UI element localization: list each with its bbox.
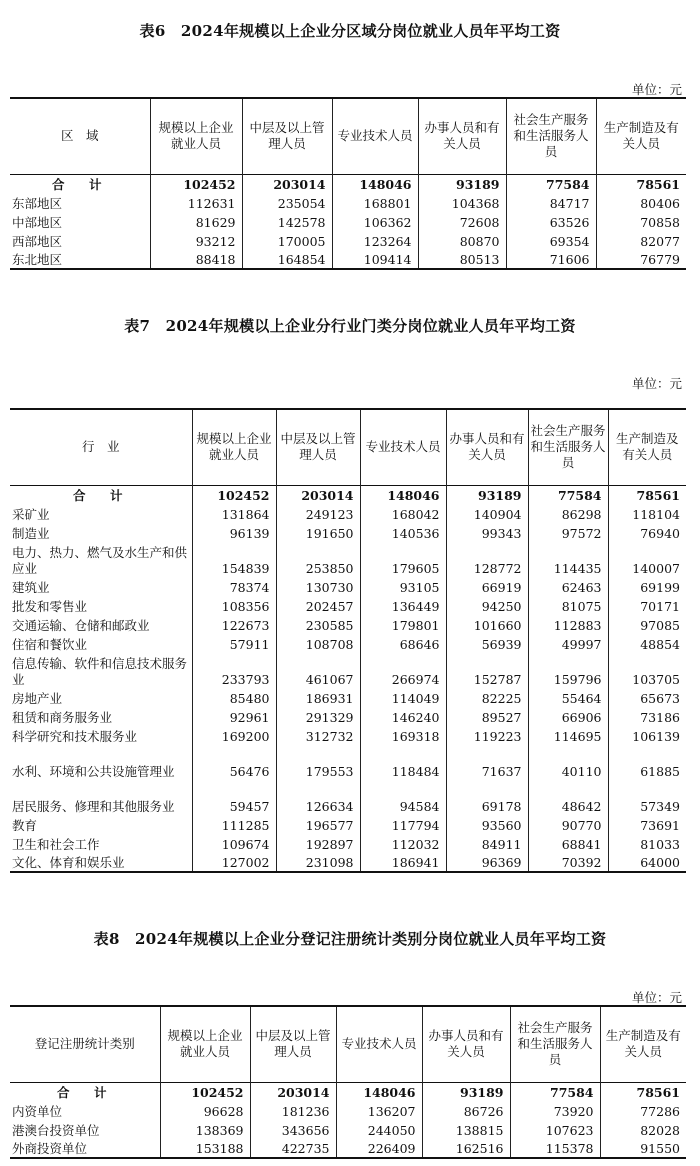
table-cell: 71606 xyxy=(506,250,596,269)
table7-header-4: 办事人员和有关人员 xyxy=(446,409,528,485)
table-cell: 138815 xyxy=(422,1120,510,1139)
row-label: 房地产业 xyxy=(10,688,192,707)
table-cell: 168801 xyxy=(332,193,418,212)
table-cell: 140904 xyxy=(446,504,528,523)
table-cell: 49997 xyxy=(528,634,608,653)
table-cell: 73691 xyxy=(640,818,680,833)
table-cell: 96139 xyxy=(192,523,276,542)
table-cell: 186931 xyxy=(276,688,360,707)
table-cell: 82225 xyxy=(446,688,528,707)
table-cell: 109674 xyxy=(192,834,276,853)
table8-header-2: 中层及以上管理人员 xyxy=(250,1006,336,1082)
table-cell: 93189 xyxy=(418,174,506,193)
table-cell: 70392 xyxy=(528,853,608,872)
table6-header-6: 生产制造及有关人员 xyxy=(603,120,679,152)
table-cell: 461067 xyxy=(276,653,360,688)
table-row xyxy=(10,1101,686,1120)
table-cell: 103705 xyxy=(632,672,680,687)
table-cell: 108356 xyxy=(192,596,276,615)
row-label: 教育 xyxy=(10,815,192,834)
table-cell: 107623 xyxy=(510,1120,600,1139)
table-cell: 118104 xyxy=(632,507,680,522)
table6-header-4: 办事人员和有关人员 xyxy=(418,98,506,174)
table-cell: 169318 xyxy=(360,726,446,745)
table-cell: 62463 xyxy=(528,577,608,596)
table-cell: 55464 xyxy=(528,688,608,707)
table8-title: 表8 2024年规模以上企业分登记注册统计类别分岗位就业人员年平均工资 xyxy=(93,930,607,948)
table-cell: 94584 xyxy=(360,780,446,815)
table-cell: 66906 xyxy=(528,707,608,726)
table-cell: 93189 xyxy=(446,485,528,504)
table-row xyxy=(10,250,686,269)
table6-header-1: 规模以上企业就业人员 xyxy=(150,98,242,174)
table-cell: 130730 xyxy=(276,577,360,596)
table-cell: 312732 xyxy=(276,726,360,745)
table-row xyxy=(10,577,686,596)
table7-header-3: 专业技术人员 xyxy=(360,409,446,485)
table-cell: 77584 xyxy=(506,174,596,193)
table-cell: 191650 xyxy=(276,523,360,542)
table-cell: 96628 xyxy=(160,1101,250,1120)
table7-unit: 单位：元 xyxy=(631,376,682,391)
table-cell: 168042 xyxy=(360,504,446,523)
table-row xyxy=(10,504,686,523)
row-label: 东部地区 xyxy=(10,193,150,212)
table-cell: 90770 xyxy=(528,815,608,834)
table-cell: 78561 xyxy=(636,177,680,192)
table-cell: 106139 xyxy=(632,729,680,744)
table6 xyxy=(10,97,686,270)
table8-header-0: 登记注册统计类别 xyxy=(10,1006,160,1082)
table-cell: 114049 xyxy=(360,688,446,707)
table-cell: 148046 xyxy=(336,1082,422,1101)
table-cell: 111285 xyxy=(192,815,276,834)
table-cell: 230585 xyxy=(276,615,360,634)
table-cell: 119223 xyxy=(446,726,528,745)
table-cell: 231098 xyxy=(276,853,360,872)
table-cell: 64000 xyxy=(640,855,680,870)
table-cell: 127002 xyxy=(192,853,276,872)
row-label: 文化、体育和娱乐业 xyxy=(10,853,192,872)
table-cell: 102452 xyxy=(160,1082,250,1101)
table-cell: 81629 xyxy=(150,212,242,231)
table-cell: 73186 xyxy=(640,710,680,725)
row-label: 制造业 xyxy=(10,523,192,542)
table-cell: 81075 xyxy=(528,596,608,615)
table-cell: 81033 xyxy=(640,837,680,852)
table-row xyxy=(10,596,686,615)
table-cell: 291329 xyxy=(276,707,360,726)
table-cell: 181236 xyxy=(250,1101,336,1120)
table-cell: 93105 xyxy=(360,577,446,596)
table-cell: 80870 xyxy=(418,231,506,250)
table-cell: 78374 xyxy=(192,577,276,596)
table-cell: 57911 xyxy=(192,634,276,653)
table-cell: 77286 xyxy=(640,1104,680,1119)
table-row xyxy=(10,815,686,834)
table-cell: 128772 xyxy=(446,542,528,577)
table-cell: 114435 xyxy=(528,542,608,577)
table-cell: 169200 xyxy=(192,726,276,745)
table6-header-3: 专业技术人员 xyxy=(332,98,418,174)
table-cell: 164854 xyxy=(242,250,332,269)
table-cell: 122673 xyxy=(192,615,276,634)
table-cell: 253850 xyxy=(276,542,360,577)
table8-header-5: 社会生产服务和生活服务人员 xyxy=(510,1006,600,1082)
table-cell: 76940 xyxy=(640,526,680,541)
table-row xyxy=(10,707,686,726)
table-cell: 71637 xyxy=(446,745,528,780)
table-cell: 84911 xyxy=(446,834,528,853)
row-label: 合 计 xyxy=(10,485,192,504)
table-cell: 235054 xyxy=(242,193,332,212)
table-cell: 40110 xyxy=(528,745,608,780)
table-row xyxy=(10,615,686,634)
table-cell: 94250 xyxy=(446,596,528,615)
table-row xyxy=(10,634,686,653)
table-cell: 84717 xyxy=(506,193,596,212)
table8-total-row xyxy=(10,1082,686,1101)
row-label: 交通运输、仓储和邮政业 xyxy=(10,615,192,634)
table-row xyxy=(10,1120,686,1139)
table-cell: 102452 xyxy=(150,174,242,193)
row-label: 卫生和社会工作 xyxy=(10,834,192,853)
table-cell: 82028 xyxy=(640,1123,680,1138)
table-cell: 108708 xyxy=(276,634,360,653)
table-cell: 114695 xyxy=(528,726,608,745)
table-cell: 186941 xyxy=(360,853,446,872)
table-cell: 233793 xyxy=(192,653,276,688)
table-cell: 59457 xyxy=(192,780,276,815)
row-label: 水利、环境和公共设施管理业 xyxy=(10,745,192,780)
table-cell: 70858 xyxy=(640,215,680,230)
table-cell: 70171 xyxy=(640,599,680,614)
table-cell: 68841 xyxy=(528,834,608,853)
table-cell: 249123 xyxy=(276,504,360,523)
table-cell: 76779 xyxy=(640,252,680,267)
table-cell: 154839 xyxy=(192,542,276,577)
table7-header-6: 生产制造及有关人员 xyxy=(615,431,679,463)
table-cell: 162516 xyxy=(422,1139,510,1158)
table6-title: 表6 2024年规模以上企业分区域分岗位就业人员年平均工资 xyxy=(139,22,561,40)
table-cell: 89527 xyxy=(446,707,528,726)
table-cell: 69354 xyxy=(506,231,596,250)
table-row xyxy=(10,193,686,212)
table-cell: 140007 xyxy=(632,561,680,576)
row-label: 信息传输、软件和信息技术服务业 xyxy=(10,653,192,688)
table7-total-row xyxy=(10,485,686,504)
table-cell: 179605 xyxy=(360,542,446,577)
row-label: 居民服务、修理和其他服务业 xyxy=(10,780,192,815)
table-cell: 92961 xyxy=(192,707,276,726)
table-cell: 88418 xyxy=(150,250,242,269)
table-cell: 63526 xyxy=(506,212,596,231)
table-cell: 159796 xyxy=(528,653,608,688)
table-cell: 118484 xyxy=(360,745,446,780)
table6-header-5: 社会生产服务和生活服务人员 xyxy=(506,98,596,174)
table-cell: 68646 xyxy=(360,634,446,653)
table-row xyxy=(10,853,686,872)
table-cell: 78561 xyxy=(636,488,680,503)
table-cell: 192897 xyxy=(276,834,360,853)
table-cell: 48642 xyxy=(528,780,608,815)
row-label: 港澳台投资单位 xyxy=(10,1120,160,1139)
table-cell: 109414 xyxy=(332,250,418,269)
row-label: 西部地区 xyxy=(10,231,150,250)
table-cell: 80513 xyxy=(418,250,506,269)
table8-header-1: 规模以上企业就业人员 xyxy=(160,1006,250,1082)
table7-header-2: 中层及以上管理人员 xyxy=(276,409,360,485)
table-cell: 136449 xyxy=(360,596,446,615)
table-cell: 80406 xyxy=(640,196,680,211)
table-cell: 179801 xyxy=(360,615,446,634)
row-label: 批发和零售业 xyxy=(10,596,192,615)
table7 xyxy=(10,408,686,873)
table-cell: 131864 xyxy=(192,504,276,523)
row-label: 东北地区 xyxy=(10,250,150,269)
table7-header-5: 社会生产服务和生活服务人员 xyxy=(528,409,608,485)
table-cell: 69199 xyxy=(640,580,680,595)
table-cell: 152787 xyxy=(446,653,528,688)
row-label: 科学研究和技术服务业 xyxy=(10,726,192,745)
table-cell: 96369 xyxy=(446,853,528,872)
table-cell: 226409 xyxy=(336,1139,422,1158)
table-row xyxy=(10,726,686,745)
table-cell: 106362 xyxy=(332,212,418,231)
table-cell: 97085 xyxy=(640,618,680,633)
table-cell: 203014 xyxy=(242,174,332,193)
table7-header-1: 规模以上企业就业人员 xyxy=(192,409,276,485)
table8 xyxy=(10,1005,686,1159)
table-cell: 73920 xyxy=(510,1101,600,1120)
table-row xyxy=(10,688,686,707)
row-label: 建筑业 xyxy=(10,577,192,596)
table6-unit: 单位：元 xyxy=(631,82,682,97)
table-cell: 78561 xyxy=(636,1085,680,1100)
table-cell: 48854 xyxy=(640,637,680,652)
table-cell: 170005 xyxy=(242,231,332,250)
table-cell: 112631 xyxy=(150,193,242,212)
table-cell: 99343 xyxy=(446,523,528,542)
row-label: 内资单位 xyxy=(10,1101,160,1120)
table-cell: 266974 xyxy=(360,653,446,688)
table-cell: 179553 xyxy=(276,745,360,780)
row-label: 外商投资单位 xyxy=(10,1139,160,1158)
table-cell: 203014 xyxy=(250,1082,336,1101)
table-row xyxy=(10,745,686,780)
table-cell: 86726 xyxy=(422,1101,510,1120)
table-cell: 138369 xyxy=(160,1120,250,1139)
table-cell: 123264 xyxy=(332,231,418,250)
table-row xyxy=(10,834,686,853)
table-cell: 66919 xyxy=(446,577,528,596)
table-cell: 343656 xyxy=(250,1120,336,1139)
row-label: 租赁和商务服务业 xyxy=(10,707,192,726)
table-cell: 140536 xyxy=(360,523,446,542)
table-cell: 104368 xyxy=(418,193,506,212)
table8-header-4: 办事人员和有关人员 xyxy=(422,1006,510,1082)
table7-title: 表7 2024年规模以上企业分行业门类分岗位就业人员年平均工资 xyxy=(124,317,576,335)
table-cell: 146240 xyxy=(360,707,446,726)
table-cell: 91550 xyxy=(640,1141,680,1156)
table-cell: 97572 xyxy=(528,523,608,542)
table-row xyxy=(10,653,686,688)
table-row xyxy=(10,212,686,231)
row-label: 住宿和餐饮业 xyxy=(10,634,192,653)
table-cell: 72608 xyxy=(418,212,506,231)
table-cell: 102452 xyxy=(192,485,276,504)
table-cell: 126634 xyxy=(276,780,360,815)
table-cell: 148046 xyxy=(360,485,446,504)
table-cell: 65673 xyxy=(640,691,680,706)
table-cell: 101660 xyxy=(446,615,528,634)
table-cell: 153188 xyxy=(160,1139,250,1158)
row-label: 中部地区 xyxy=(10,212,150,231)
table-cell: 85480 xyxy=(192,688,276,707)
table-cell: 93189 xyxy=(422,1082,510,1101)
table-cell: 112032 xyxy=(360,834,446,853)
table-cell: 202457 xyxy=(276,596,360,615)
table8-header-3: 专业技术人员 xyxy=(336,1006,422,1082)
table6-header-0: 区 域 xyxy=(10,98,150,174)
table-cell: 148046 xyxy=(332,174,418,193)
table-row xyxy=(10,231,686,250)
row-label: 电力、热力、燃气及水生产和供应业 xyxy=(10,542,192,577)
table-cell: 136207 xyxy=(336,1101,422,1120)
table-cell: 422735 xyxy=(250,1139,336,1158)
table8-unit: 单位：元 xyxy=(631,990,682,1005)
table-cell: 82077 xyxy=(640,234,680,249)
table-cell: 77584 xyxy=(528,485,608,504)
table-cell: 86298 xyxy=(528,504,608,523)
table-cell: 93212 xyxy=(150,231,242,250)
table-row xyxy=(10,780,686,815)
table-cell: 115378 xyxy=(510,1139,600,1158)
row-label: 采矿业 xyxy=(10,504,192,523)
table-cell: 61885 xyxy=(640,764,680,779)
table7-header-0: 行 业 xyxy=(10,409,192,485)
table-cell: 56476 xyxy=(192,745,276,780)
table-row xyxy=(10,523,686,542)
table6-total-row xyxy=(10,174,686,193)
table-cell: 77584 xyxy=(510,1082,600,1101)
table-cell: 244050 xyxy=(336,1120,422,1139)
table-cell: 203014 xyxy=(276,485,360,504)
table-cell: 196577 xyxy=(276,815,360,834)
table-row xyxy=(10,542,686,577)
table-cell: 93560 xyxy=(446,815,528,834)
table-cell: 117794 xyxy=(360,815,446,834)
table-cell: 57349 xyxy=(640,799,680,814)
table-cell: 142578 xyxy=(242,212,332,231)
table-cell: 69178 xyxy=(446,780,528,815)
table8-header-6: 生产制造及有关人员 xyxy=(605,1028,681,1060)
row-label: 合 计 xyxy=(10,174,150,193)
table-cell: 112883 xyxy=(528,615,608,634)
table-row xyxy=(10,1139,686,1158)
row-label: 合 计 xyxy=(10,1082,160,1101)
table-cell: 56939 xyxy=(446,634,528,653)
table6-header-2: 中层及以上管理人员 xyxy=(242,98,332,174)
